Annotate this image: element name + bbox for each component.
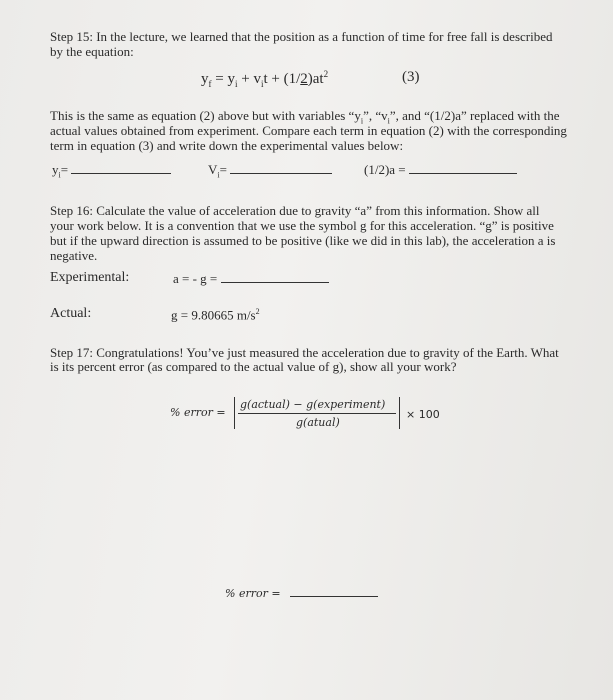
yi-field-group: $y_i=$ [52, 162, 171, 183]
step15-para2: actual values obtained from experiment. Compare each term in equation (2) with the corresponding [50, 123, 567, 138]
actual-equation: g = 9.80665 $m/s^2$ [171, 307, 260, 323]
vi-answer-blank[interactable] [230, 173, 332, 174]
abs-bar-left [234, 397, 235, 429]
step15-para1: This is the same as equation (2) above but with variables “$y_i$”, “$v_i$”, and “(1/2)a” replaced with the [50, 108, 560, 126]
formula-multiplier: × 100 [406, 408, 440, 421]
step17-line1: Step 17: Congratulations! You’ve just measured the acceleration due to gravity of the Earth. What [50, 345, 559, 360]
yi-label: y [52, 162, 59, 177]
formula-denominator: g(atual) [296, 416, 340, 429]
abs-bar-right [399, 397, 400, 429]
equation-number: (3) [402, 69, 420, 85]
half-a-field-group [364, 162, 517, 177]
fraction-bar [238, 413, 396, 414]
percent-error-field [290, 588, 378, 600]
vi-label: V [208, 162, 218, 177]
vi-field-group: $V_i=$ [208, 162, 332, 183]
formula-numerator: g(actual) − g(experiment) [240, 398, 386, 411]
experimental-equation: a = - g = [173, 271, 329, 287]
step16-line2: your work below. It is a convention that we use the symbol g for this acceleration. “g” is positive [50, 218, 554, 233]
step15-line1: Step 15: In the lecture, we learned that the position as a function of time for free fall is described [50, 29, 553, 44]
percent-error-label: % error = [225, 587, 281, 600]
half-a-label: (1/2)a = [364, 162, 406, 177]
equation-3: $y_f = y_i + v_it + (1/2)at^2$ [201, 69, 329, 89]
percent-error-answer-blank[interactable] [290, 596, 378, 597]
formula-lhs: % error = [170, 406, 226, 419]
actual-label: Actual: [50, 306, 92, 321]
experimental-answer-blank[interactable] [221, 282, 329, 283]
yi-answer-blank[interactable] [71, 173, 171, 174]
step15-line2: by the equation: [50, 44, 134, 59]
experimental-label: Experimental: [50, 270, 130, 285]
step16-line3: but if the upward direction is assumed to be positive (like we did in this lab), the acceleration a is [50, 233, 556, 248]
step16-line4: negative. [50, 248, 98, 263]
step16-line1: Step 16: Calculate the value of acceleration due to gravity “a” from this information. Show all [50, 203, 540, 218]
half-a-answer-blank[interactable] [409, 173, 517, 174]
step17-line2: is its percent error (as compared to the actual value of g), show all your work? [50, 359, 457, 374]
step15-para3: term in equation (3) and write down the experimental values below: [50, 138, 404, 153]
